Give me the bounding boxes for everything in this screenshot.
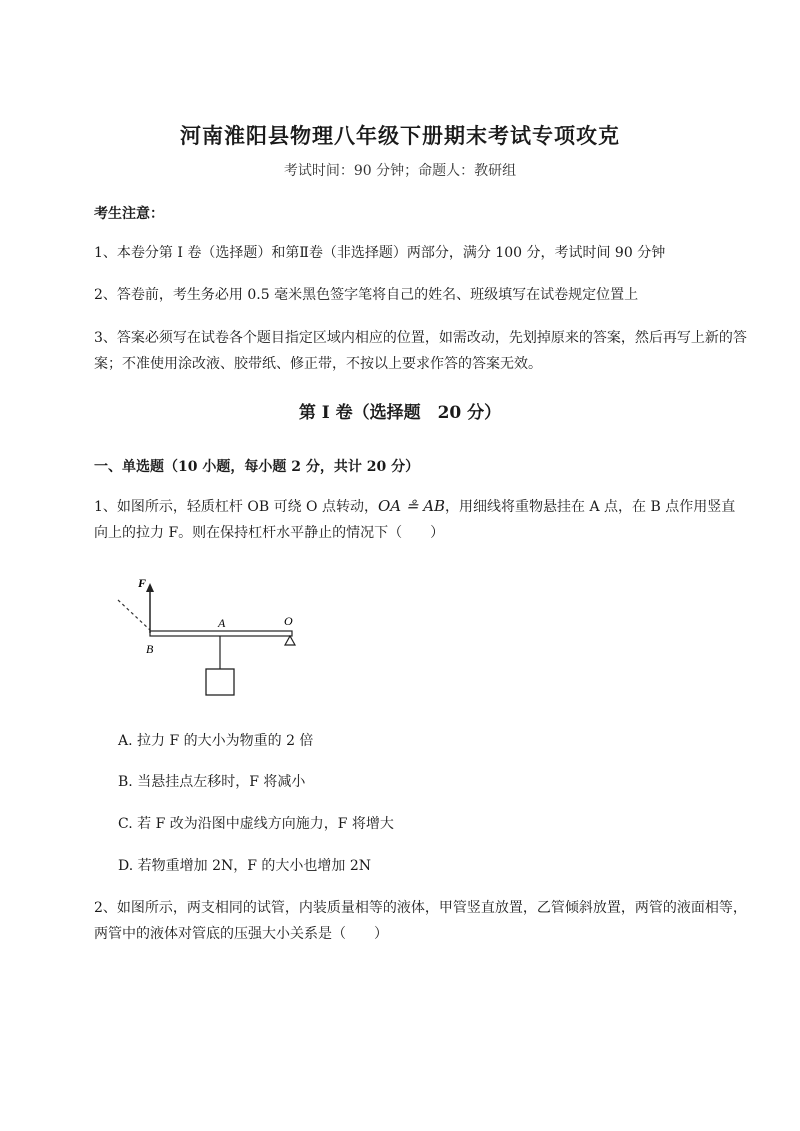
question-1-text-b: ，用细线将重物悬挂在 A 点，在 B 点作用竖直 bbox=[445, 499, 736, 515]
question-1-text-c: 向上的拉力 F。则在保持杠杆水平静止的情况下（ ） bbox=[94, 525, 445, 541]
dashed-force-line bbox=[118, 600, 150, 630]
label-b: B bbox=[146, 642, 154, 656]
section-title: 第 I 卷（选择题 20 分） bbox=[298, 403, 502, 423]
page-title: 河南淮阳县物理八年级下册期末考试专项攻克 bbox=[180, 123, 620, 148]
question-1-text-a: 1、如图所示，轻质杠杆 OB 可绕 O 点转动， bbox=[94, 499, 378, 515]
label-o: O bbox=[284, 614, 293, 628]
force-arrowhead bbox=[146, 583, 154, 592]
exam-info: 考试时间：90 分钟；命题人：教研组 bbox=[283, 163, 517, 179]
weight-block bbox=[206, 669, 234, 695]
option-d[interactable]: D. 若物重增加 2N，F 的大小也增加 2N bbox=[118, 858, 372, 874]
section-subtitle: 一、单选题（10 小题，每小题 2 分，共计 20 分） bbox=[94, 459, 420, 475]
option-b[interactable]: B. 当悬挂点左移时，F 将减小 bbox=[118, 774, 306, 790]
pivot-triangle bbox=[285, 636, 295, 645]
question-1-formula: OA ≗ AB bbox=[377, 497, 446, 515]
notice-item-2: 2、答卷前，考生务必用 0.5 毫米黑色签字笔将自己的姓名、班级填写在试卷规定位置上 bbox=[94, 287, 639, 303]
notice-item-3: 3、答案必须写在试卷各个题目指定区域内相应的位置，如需改动，先划掉原来的答案，然后再写上新的答案；不准使用涂改液、胶带纸、修正带，不按以上要求作答的答案无效。 bbox=[94, 330, 747, 372]
option-c[interactable]: C. 若 F 改为沿图中虚线方向施力，F 将增大 bbox=[118, 816, 394, 832]
option-a[interactable]: A. 拉力 F 的大小为物重的 2 倍 bbox=[118, 733, 314, 749]
lever-figure bbox=[110, 575, 310, 705]
label-a: A bbox=[218, 616, 226, 630]
notice-heading: 考生注意： bbox=[94, 206, 164, 222]
notice-item-1: 1、本卷分第 I 卷（选择题）和第Ⅱ卷（非选择题）两部分，满分 100 分，考试时间 90 分钟 bbox=[94, 245, 666, 261]
question-2: 2、如图所示，两支相同的试管，内装质量相等的液体，甲管竖直放置，乙管倾斜放置，两管的液面相等，两管中的液体对管底的压强大小关系是（ ） bbox=[94, 900, 747, 942]
label-f: F bbox=[138, 576, 147, 590]
question-1 bbox=[94, 493, 754, 546]
lever-bar bbox=[150, 631, 292, 636]
